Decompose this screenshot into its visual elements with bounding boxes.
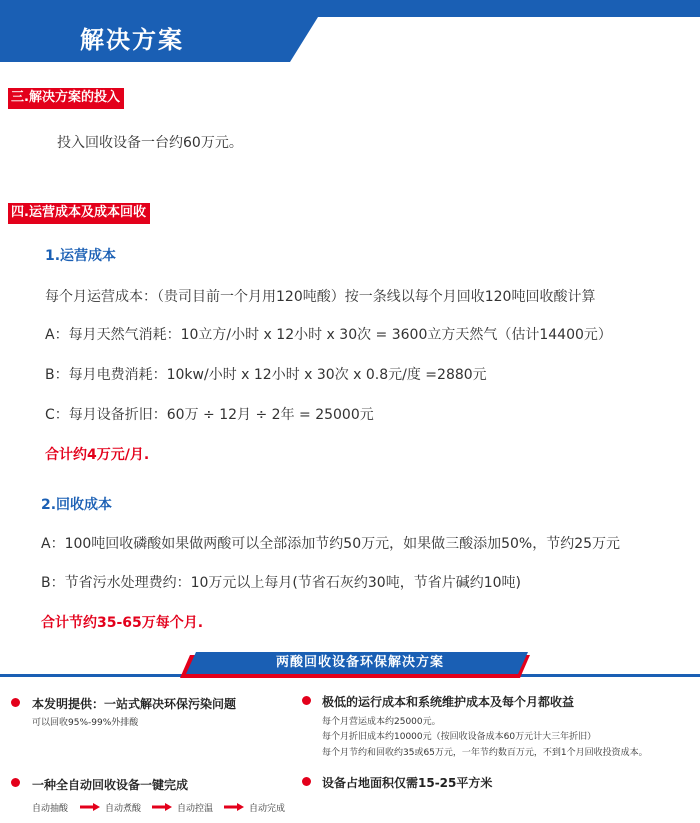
top-blue-bar [0,0,700,12]
bullet-dot-icon [302,696,311,705]
feature-2-line-1: 每个月营运成本约25000元。 [322,717,441,727]
step-auto-pump: 自动抽酸 [32,804,69,814]
section-3-label: 三.解决方案的投入 [8,88,124,109]
bullet-dot-icon [11,698,20,707]
investment-text: 投入回收设备一台约60万元。 [57,135,243,151]
recovery-item-a: A：100吨回收磷酸如果做两酸可以全部添加节约50万元，如果做三酸添加50%，节约25万元 [41,536,621,552]
page-title: 解决方案 [80,26,184,54]
recovery-item-b: B：节省污水处理费约：10万元以上每月(节省石灰约30吨，节省片碱约10吨) [41,575,521,591]
feature-2-title: 极低的运行成本和系统维护成本及每个月都收益 [322,695,575,709]
feature-1-title: 本发明提供：一站式解决环保污染问题 [32,697,237,711]
recovery-heading: 2.回收成本 [41,497,113,513]
recovery-total: 合计节约35-65万每个月. [41,615,204,631]
feature-2-line-3: 每个月节约和回收约35或65万元，一年节约数百万元，不到1个月回收投资成本。 [322,748,648,758]
bullet-dot-icon [302,777,311,786]
bullet-dot-icon [11,778,20,787]
solution-banner-title: 两酸回收设备环保解决方案 [275,655,444,670]
arrow-right-icon [224,803,244,811]
feature-2-line-2: 每个月折旧成本约10000元（按回收设备成本60万元计大三年折旧） [322,732,597,742]
step-auto-complete: 自动完成 [249,804,286,814]
operating-cost-total: 合计约4万元/月. [45,447,150,463]
operating-cost-item-a: A：每月天然气消耗：10立方/小时 x 12小时 x 30次 = 3600立方天然气（估计14400元） [45,327,612,343]
step-auto-temp: 自动控温 [177,804,214,814]
operating-cost-intro: 每个月运营成本：（贵司目前一个月用120吨酸）按一条线以每个月回收120吨回收酸计算 [45,289,596,305]
arrow-right-icon [152,803,172,811]
feature-1-detail: 可以回收95%-99%外排酸 [32,718,139,728]
operating-cost-heading: 1.运营成本 [45,248,117,264]
step-auto-boil: 自动煮酸 [105,804,142,814]
section-4-label: 四.运营成本及成本回收 [8,203,150,224]
feature-3-title: 一种全自动回收设备一键完成 [32,778,189,792]
operating-cost-item-b: B：每月电费消耗：10kw/小时 x 12小时 x 30次 x 0.8元/度 =2880元 [45,367,487,383]
arrow-right-icon [80,803,100,811]
feature-4-title: 设备占地面积仅需15-25平方米 [322,776,493,790]
operating-cost-item-c: C：每月设备折旧：60万 ÷ 12月 ÷ 2年 = 25000元 [45,407,374,423]
